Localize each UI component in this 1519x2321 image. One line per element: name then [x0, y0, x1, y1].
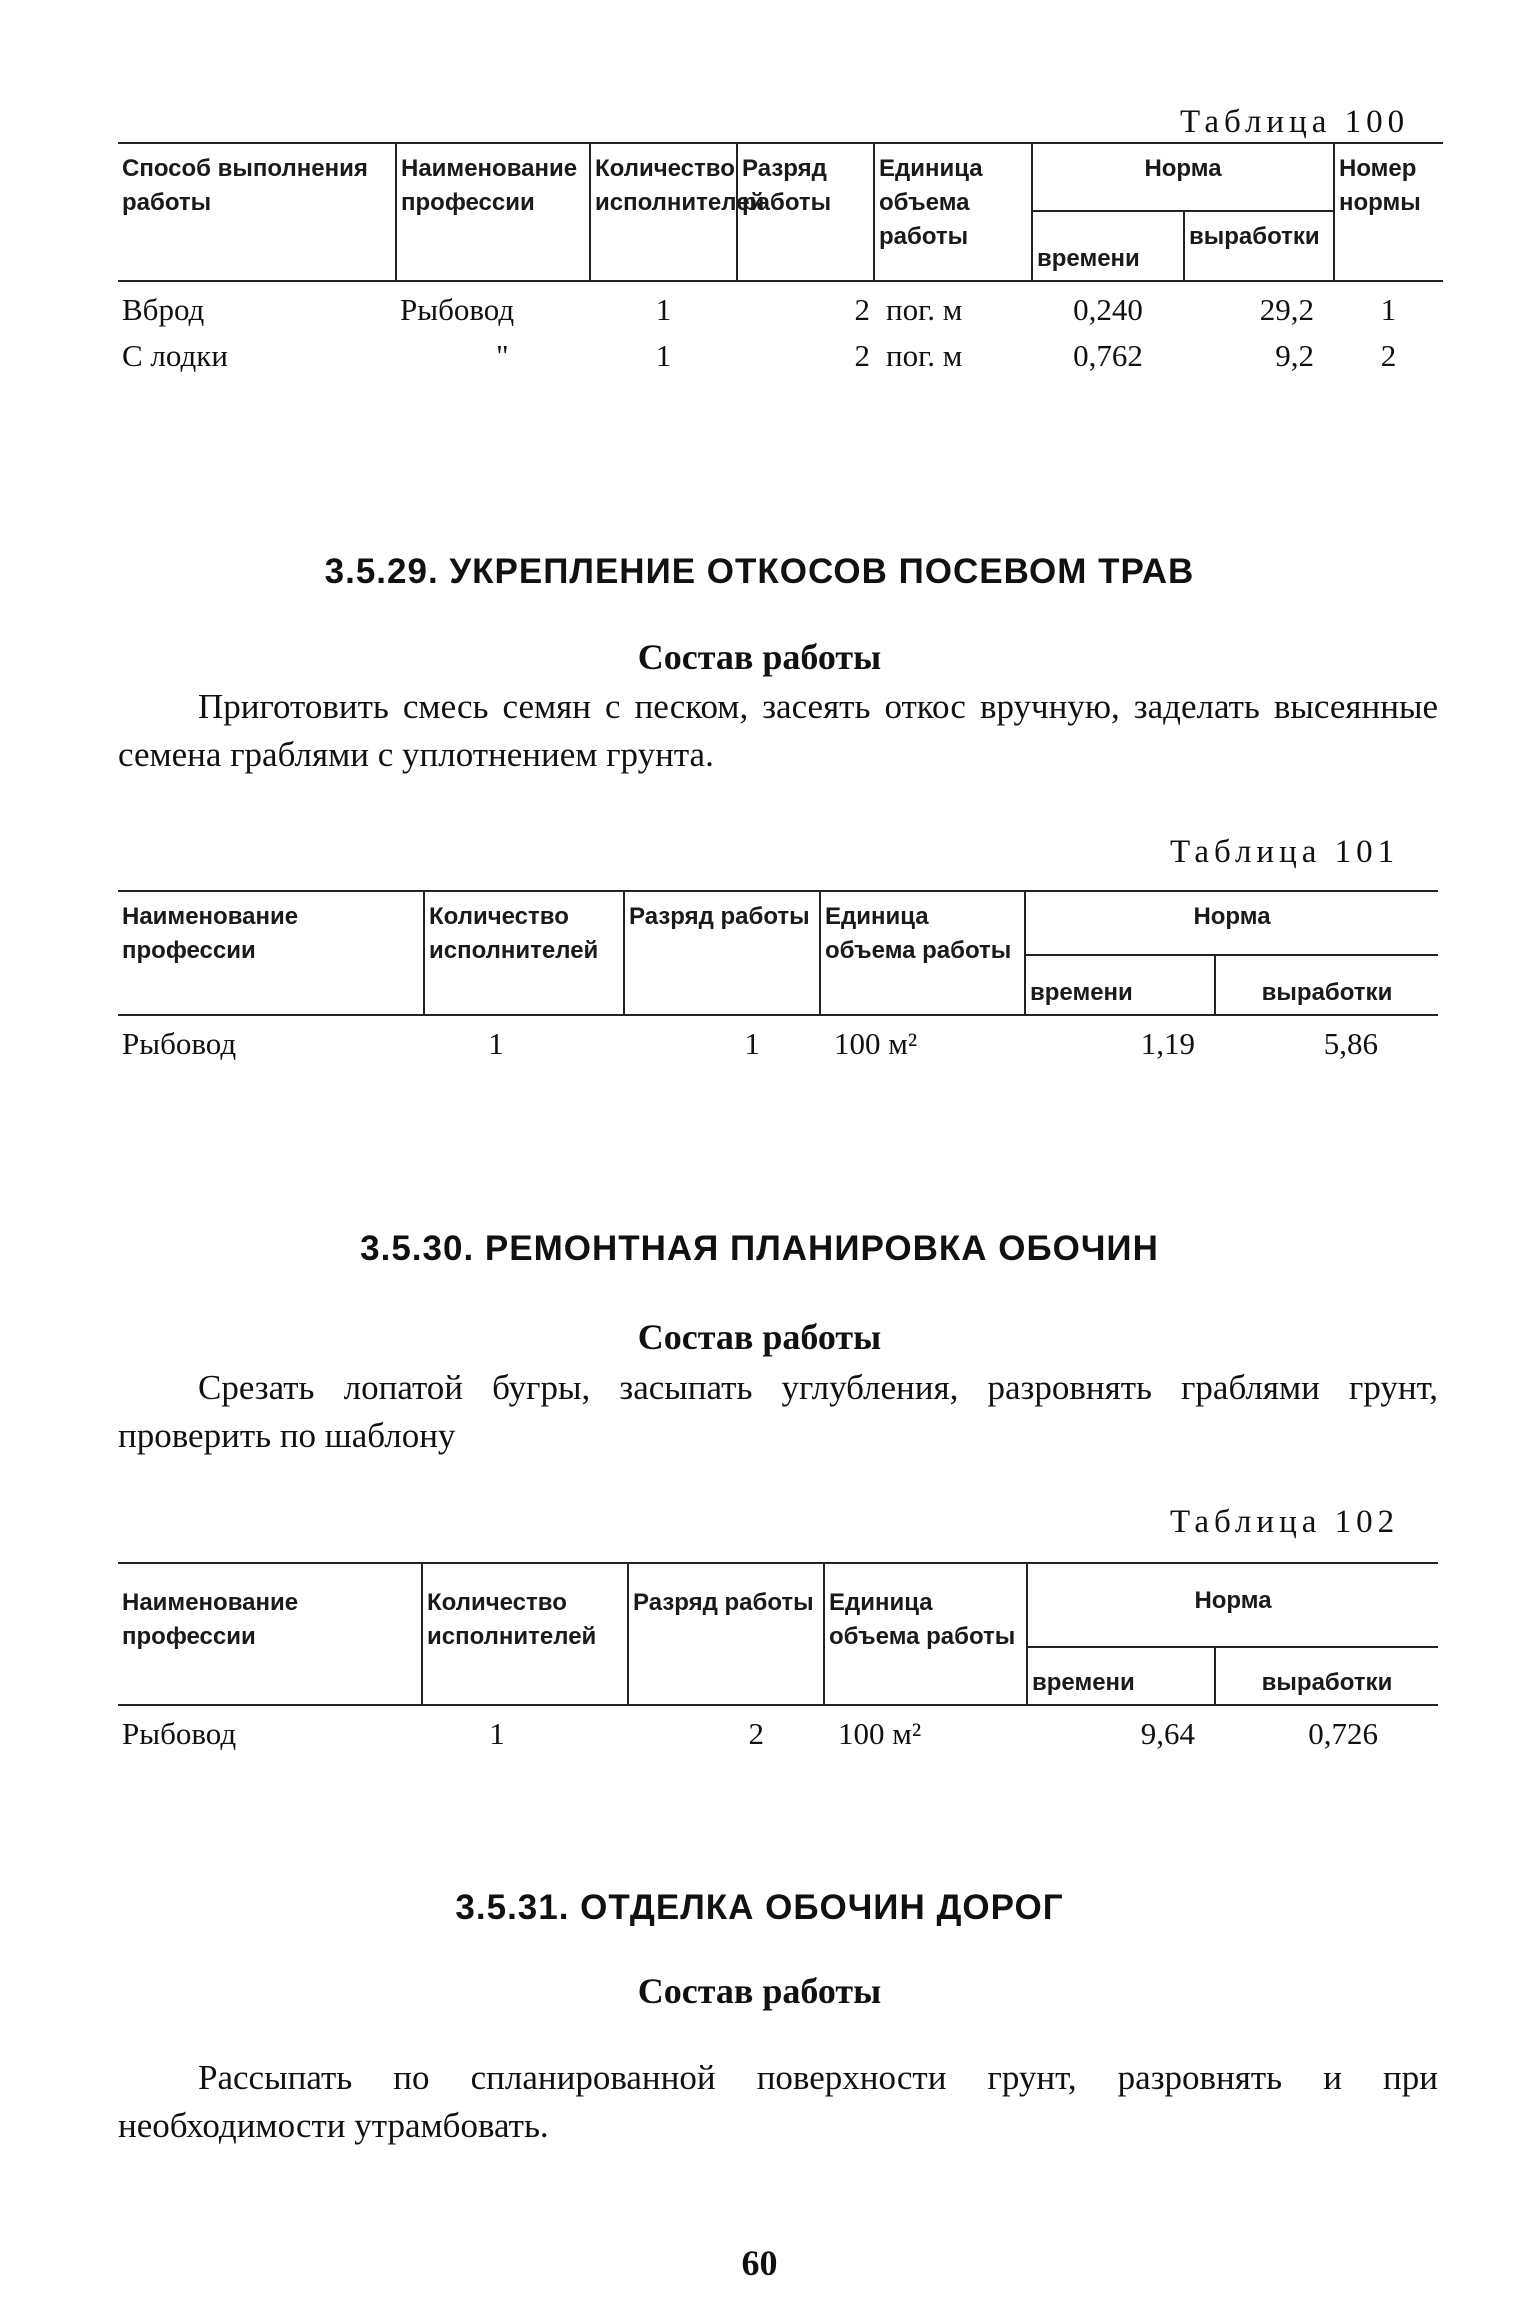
section-29-text: Приготовить смесь семян с песком, засеять откос вручную, заделать высеянные семена граблями с уплотнением грунта. [118, 687, 1438, 774]
cell-number: 2 [1380, 338, 1397, 374]
header-profession: Наименование профессии [118, 1563, 422, 1705]
table-row [118, 1705, 1438, 1752]
header-grade: Разряд работы [624, 891, 820, 1015]
cell-unit: 100 м² [834, 1026, 918, 1062]
header-unit: Единица объема работы [820, 891, 1025, 1015]
cell-time: 0,762 [1073, 338, 1143, 374]
cell-unit: пог. м [886, 338, 963, 374]
section-30-title: 3.5.30. РЕМОНТНАЯ ПЛАНИРОВКА ОБОЧИН [360, 1229, 1159, 1268]
header-output: выработки [1215, 1647, 1438, 1705]
table-102 [118, 1562, 1438, 1752]
cell-profession: " [496, 338, 509, 374]
cell-count: 1 [655, 338, 672, 374]
header-norma: Норма [1025, 891, 1438, 955]
cell-output: 9,2 [1275, 338, 1314, 374]
section-31-title: 3.5.31. ОТДЕЛКА ОБОЧИН ДОРОГ [455, 1888, 1064, 1927]
cell-profession: Рыбовод [122, 1026, 237, 1062]
cell-time: 0,240 [1073, 292, 1143, 328]
section-29-title: 3.5.29. УКРЕПЛЕНИЕ ОТКОСОВ ПОСЕВОМ ТРАВ [324, 552, 1195, 591]
cell-method: С лодки [122, 338, 228, 374]
cell-time: 9,64 [1140, 1716, 1195, 1752]
cell-time: 1,19 [1140, 1026, 1195, 1062]
section-30-text: Срезать лопатой бугры, засыпать углубления, разровнять граблями грунт, проверить по шаблону [118, 1368, 1438, 1455]
cell-profession: Рыбовод [122, 1716, 237, 1752]
cell-profession: Рыбовод [400, 292, 515, 328]
table-row [118, 1015, 1438, 1062]
header-time: времени [1032, 211, 1184, 281]
header-unit: Единица объема работы [874, 143, 1032, 281]
header-norma: Норма [1027, 1563, 1438, 1647]
section-29-subtitle: Состав работы [637, 637, 882, 677]
header-profession: Наименование профессии [396, 143, 590, 281]
cell-method: Вброд [122, 292, 205, 328]
header-profession: Наименование профессии [118, 891, 424, 1015]
table-100 [118, 142, 1443, 374]
cell-grade: 2 [748, 1716, 764, 1752]
table-row [118, 328, 1443, 374]
section-31-text: Рассыпать по спланированной поверхности грунт, разровнять и при необходимости утрамбовать. [118, 2058, 1438, 2145]
section-30-subtitle: Состав работы [637, 1317, 882, 1357]
cell-grade: 2 [854, 338, 870, 374]
cell-grade: 2 [854, 292, 870, 328]
cell-number: 1 [1380, 292, 1397, 328]
page-number: 60 [741, 2243, 778, 2283]
header-norma: Норма [1032, 143, 1334, 211]
header-number: Номер нормы [1334, 143, 1443, 281]
header-time: времени [1025, 955, 1215, 1015]
header-count: Количество исполнителей [424, 891, 624, 1015]
header-unit: Единица объема работы [824, 1563, 1027, 1705]
header-output: выработки [1215, 955, 1438, 1015]
table-101-caption: Таблица 101 [1170, 834, 1400, 870]
cell-count: 1 [489, 1716, 505, 1752]
cell-count: 1 [488, 1026, 504, 1062]
table-102-caption: Таблица 102 [1170, 1504, 1400, 1540]
cell-unit: пог. м [886, 292, 963, 328]
header-output: выработки [1184, 211, 1334, 281]
cell-count: 1 [655, 292, 672, 328]
header-count: Количество исполнителей [590, 143, 737, 281]
table-101 [118, 890, 1438, 1062]
cell-output: 0,726 [1308, 1716, 1378, 1752]
table-100-caption: Таблица 100 [1180, 104, 1410, 140]
cell-unit: 100 м² [838, 1716, 922, 1752]
header-grade: Разряд работы [737, 143, 874, 281]
section-31-subtitle: Состав работы [637, 1971, 882, 2011]
header-method: Способ выполнения работы [118, 143, 396, 281]
header-grade: Разряд работы [628, 1563, 824, 1705]
header-count: Количество исполнителей [422, 1563, 628, 1705]
cell-grade: 1 [744, 1026, 760, 1062]
cell-output: 29,2 [1259, 292, 1314, 328]
header-time: времени [1027, 1647, 1215, 1705]
cell-output: 5,86 [1323, 1026, 1378, 1062]
table-row [118, 281, 1443, 328]
